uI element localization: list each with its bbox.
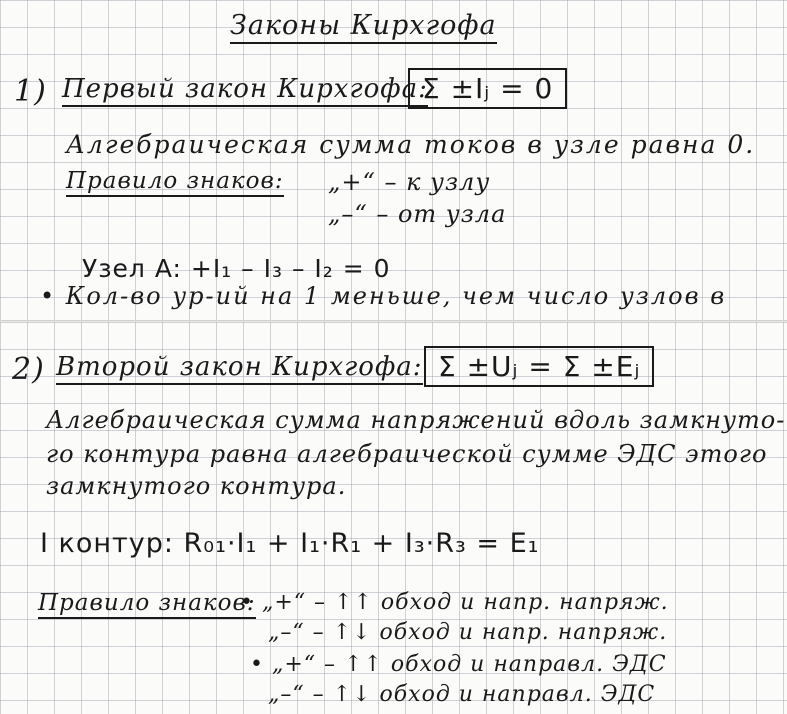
section2-heading: Второй закон Кирхгофа: [56,352,423,385]
section1-rule-label: Правило знаков: [66,168,284,197]
section1-number: 1) [14,74,47,109]
section2-number: 2) [12,352,45,387]
section2-statement-line3: замкнутого контура. [46,472,347,500]
section1-heading: Первый закон Кирхгофа: [62,74,428,107]
section2-contour-example: I контур: R₀₁·I₁ + I₁·R₁ + I₃·R₃ = E₁ [40,528,540,559]
section2-formula: Σ ±Uⱼ = Σ ±Eⱼ [424,346,654,387]
section2-rule-1: • „+“ – ↑↑ обход и напр. напряж. [240,590,669,615]
section1-note: • Кол-во ур-ий на 1 меньше, чем число узлов в [40,282,727,310]
section1-statement: Алгебраическая сумма токов в узле равна 0. [66,130,756,159]
section2-rule-label: Правило знаков: [38,590,256,619]
page-title: Законы Кирхгофа [230,10,497,44]
section2-rule-4: „–“ – ↑↓ обход и направл. ЭДС [268,682,656,707]
section1-rule-plus: „+“ – к узлу [328,168,491,196]
notebook-page-top [0,0,787,322]
notebook-page-bottom [0,322,787,714]
section2-rule-2: „–“ – ↑↓ обход и напр. напряж. [268,620,668,645]
section2-rule-3: • „+“ – ↑↑ обход и направл. ЭДС [250,652,667,677]
section1-node-example: Узел A: +I₁ – I₃ – I₂ = 0 [82,254,391,283]
section2-statement-line2: го контура равна алгебраической сумме ЭДС этого [46,440,768,468]
section1-rule-minus: „–“ – от узла [328,200,507,228]
section2-statement-line1: Алгебраическая сумма напряжений вдоль замкнуто- [46,406,786,434]
section1-formula: Σ ±Iⱼ = 0 [408,68,567,109]
